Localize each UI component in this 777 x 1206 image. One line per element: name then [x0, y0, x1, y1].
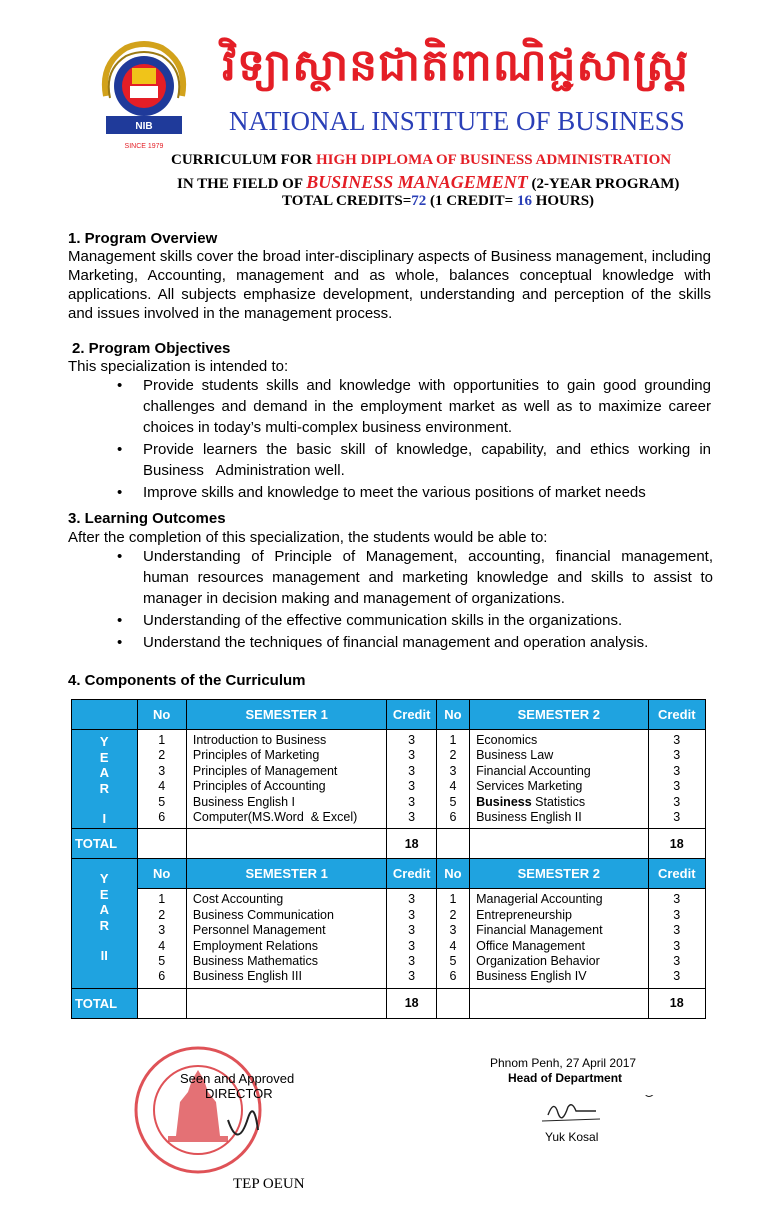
year-numeral: I — [102, 811, 107, 826]
objectives-list — [117, 375, 716, 504]
course-name: Computer(MS.Word & Excel) — [192, 810, 358, 825]
table-header-row — [72, 859, 706, 889]
course-name: Cost Accounting — [192, 892, 284, 907]
year-letter: R — [99, 917, 109, 933]
course-name: Personnel Management — [192, 923, 326, 938]
course-credit: 3 — [408, 810, 416, 825]
total-blank — [436, 988, 469, 1018]
course-credit: 3 — [673, 779, 681, 794]
section1-heading: 1. Program Overview — [68, 230, 218, 247]
row-number: 3 — [158, 923, 166, 938]
section3-intro: After the completion of this specialization, the students would be able to: — [68, 529, 548, 546]
year-letter: E — [99, 749, 109, 765]
head-name: Yuk Kosal — [545, 1130, 599, 1144]
row-number: 2 — [158, 907, 166, 922]
total-blank — [186, 988, 387, 1018]
row-number: 6 — [158, 810, 166, 825]
head-signature — [540, 1095, 670, 1134]
year-spacer — [75, 933, 134, 948]
year2-numbers — [137, 889, 186, 988]
header-semester2: SEMESTER 2 — [470, 700, 648, 730]
course-name: Business Law — [476, 748, 554, 763]
nib-logo — [96, 36, 192, 156]
course-credit: 3 — [673, 794, 681, 809]
list-item: • Improve skills and knowledge to meet the various positions of market needs — [117, 484, 646, 501]
course-credit: 3 — [408, 923, 416, 938]
year2-semester1-courses — [186, 889, 387, 988]
section1-text: Management skills cover the broad inter-disciplinary aspects of Business management, including Marketing, Accounting, management and as whole, balances conceptual knowledge with applications. All subjects emphasize development, understanding and perception of the skills and issues involved in the management process. — [68, 248, 711, 322]
row-number: 5 — [449, 794, 457, 809]
line1-prefix: CURRICULUM FOR — [171, 152, 316, 168]
year1-semester2-courses — [470, 730, 648, 829]
header-no2: No — [436, 700, 469, 730]
line2-suffix: (2-YEAR PROGRAM) — [527, 176, 680, 192]
curriculum-table — [71, 699, 706, 1019]
course-name: Financial Management — [476, 923, 603, 938]
year-letter: Y — [99, 871, 109, 887]
year1-semester2-total: 18 — [648, 829, 706, 859]
course-credit: 3 — [408, 938, 416, 953]
course-bold-prefix: Business — [476, 794, 536, 809]
course-name: Business English IV — [476, 969, 587, 984]
year1-semester2-credits — [648, 730, 706, 829]
director-title: DIRECTOR — [205, 1086, 273, 1101]
course-credit: 3 — [673, 810, 681, 825]
row-number: 1 — [449, 733, 457, 747]
header-semester2: SEMESTER 2 — [470, 859, 648, 889]
year1-semester1-total: 18 — [387, 829, 436, 859]
year1-semester2-numbers — [436, 730, 469, 829]
khmer-institute-title: វិទ្យាស្ថានជាតិពាណិជ្ជសាស្ត្រ — [222, 41, 690, 90]
course-name: Business English II — [476, 810, 582, 825]
course-credit: 3 — [673, 892, 681, 907]
list-item: • Understand the techniques of financial management and operation analysis. — [117, 634, 649, 651]
english-institute-title: NATIONAL INSTITUTE OF BUSINESS — [229, 106, 685, 136]
course-credit: 3 — [673, 733, 681, 747]
header-credit1: Credit — [387, 700, 436, 730]
course-name: Services Marketing — [476, 779, 583, 794]
course-name — [476, 795, 641, 810]
course-name: Business English III — [192, 969, 302, 984]
line2-field: BUSINESS MANAGEMENT — [306, 172, 528, 192]
year-label — [72, 859, 138, 988]
year1-numbers — [137, 730, 186, 829]
year2-semester1-total: 18 — [387, 988, 436, 1018]
header-credit2: Credit — [648, 700, 706, 730]
course-credit: 3 — [408, 969, 416, 984]
outcomes-list — [117, 546, 713, 654]
head-of-department: Head of Department — [508, 1071, 623, 1085]
list-item: • Provide students skills and knowledge with opportunities to gain good grounding challenges and demand in the employment market as well as to maximize career choices in today’s multi-complex business environment. — [117, 377, 711, 436]
section2-intro: This specialization is intended to: — [68, 358, 289, 375]
row-number: 6 — [449, 810, 457, 825]
total-blank — [137, 829, 186, 859]
row-number: 4 — [158, 779, 166, 794]
course-name: Economics — [476, 733, 538, 747]
total-label: TOTAL — [72, 829, 138, 859]
place-and-date: Phnom Penh, 27 April 2017 — [490, 1056, 637, 1070]
course-name: Principles of Accounting — [192, 779, 326, 794]
bullet-text: Provide learners the basic skill of knowledge, capability, and ethics working in Business Administration well. — [143, 441, 716, 479]
year-letter: R — [99, 780, 109, 796]
row-number: 6 — [158, 969, 166, 984]
course-credit: 3 — [673, 907, 681, 922]
row-number: 2 — [449, 907, 457, 922]
row-number: 1 — [449, 892, 457, 907]
course-credit: 3 — [673, 938, 681, 953]
course-name: Business English I — [192, 794, 296, 809]
year-label — [72, 730, 138, 829]
curriculum-line-2 — [177, 172, 679, 193]
bullet-text: Provide students skills and knowledge with opportunities to gain good grounding challenges and demand in the employment market as well as to maximize career choices in today’s multi-complex business environment. — [143, 377, 711, 436]
course-name: Entrepreneurship — [476, 907, 572, 922]
course-name: Principles of Management — [192, 763, 338, 778]
credit-hours: 16 — [516, 193, 532, 209]
hours-label: HOURS) — [531, 193, 595, 209]
seen-and-approved: Seen and Approved — [180, 1071, 295, 1086]
list-item: • Provide learners the basic skill of knowledge, capability, and ethics working in Business Administration well. — [117, 441, 716, 479]
row-number: 3 — [449, 763, 457, 778]
course-name: Employment Relations — [192, 938, 318, 953]
header-credit1: Credit — [387, 859, 436, 889]
header-no2: No — [436, 859, 469, 889]
year-letter: A — [99, 765, 109, 780]
year2-semester1-credits — [387, 889, 436, 988]
line1-program: HIGH DIPLOMA OF BUSINESS ADMINISTRATION — [316, 152, 672, 168]
header-semester1: SEMESTER 1 — [186, 859, 387, 889]
row-number: 2 — [449, 748, 457, 763]
total-blank — [470, 988, 648, 1018]
year-letter: E — [99, 886, 109, 902]
course-credit: 3 — [673, 763, 681, 778]
row-number: 5 — [158, 954, 166, 969]
row-number: 2 — [158, 748, 166, 763]
total-blank — [137, 988, 186, 1018]
curriculum-line-3 — [282, 193, 594, 210]
list-item: • Understanding of Principle of Management, accounting, financial management, human resources management and marketing knowledge and skills to assist to manager in decision making and management of organizations. — [117, 548, 713, 607]
total-blank — [186, 829, 387, 859]
course-name: Principles of Marketing — [192, 748, 320, 763]
course-name: Business Communication — [192, 907, 334, 922]
row-number: 3 — [158, 763, 166, 778]
course-name-rest: Statistics — [535, 794, 586, 809]
year-letter: Y — [99, 734, 109, 749]
row-number: 5 — [158, 794, 166, 809]
total-blank — [470, 829, 648, 859]
row-number: 3 — [449, 923, 457, 938]
total-blank — [436, 829, 469, 859]
row-number: 5 — [449, 954, 457, 969]
row-number: 1 — [158, 892, 166, 907]
course-name: Organization Behavior — [476, 954, 600, 969]
total-label: TOTAL — [72, 988, 138, 1018]
year1-semester1-credits — [387, 730, 436, 829]
year-letter: A — [99, 902, 109, 918]
course-credit: 3 — [673, 969, 681, 984]
line2-prefix: IN THE FIELD OF — [177, 176, 307, 192]
year-spacer — [75, 796, 134, 811]
list-item: • Understanding of the effective communication skills in the organizations. — [117, 612, 623, 629]
table-header-row — [72, 700, 706, 730]
section3-heading: 3. Learning Outcomes — [68, 510, 226, 527]
course-name: Introduction to Business — [192, 733, 327, 747]
svg-text:SINCE 1979: SINCE 1979 — [124, 143, 164, 150]
course-credit: 3 — [408, 779, 416, 794]
bullet-text: Understanding of the effective communication skills in the organizations. — [143, 612, 623, 629]
year-numeral: II — [100, 948, 108, 964]
svg-text:NIB: NIB — [135, 121, 153, 132]
course-credit: 3 — [673, 923, 681, 938]
header-blank — [72, 700, 138, 730]
bullet-text: Understanding of Principle of Management, accounting, financial management, human resources management and marketing knowledge and skills to assist to manager in decision making and management of organizations. — [143, 548, 713, 607]
credits-total: 72 — [411, 193, 427, 209]
bullet-text: Understand the techniques of financial management and operation analysis. — [143, 634, 649, 651]
course-name: Office Management — [476, 938, 585, 953]
course-credit: 3 — [408, 892, 416, 907]
course-name: Managerial Accounting — [476, 892, 603, 907]
section4-heading: 4. Components of the Curriculum — [68, 672, 306, 689]
year2-semester2-courses — [470, 889, 648, 988]
official-seal-stamp — [128, 1040, 288, 1188]
course-credit: 3 — [408, 954, 416, 969]
table-row — [72, 889, 706, 988]
director-name: TEP OEUN — [233, 1176, 305, 1192]
course-credit: 3 — [408, 763, 416, 778]
year2-semester2-numbers — [436, 889, 469, 988]
row-number: 6 — [449, 969, 457, 984]
course-name: Financial Accounting — [476, 763, 591, 778]
section2-heading: 2. Program Objectives — [72, 340, 231, 357]
course-credit: 3 — [673, 954, 681, 969]
course-credit: 3 — [408, 748, 416, 763]
table-row — [72, 730, 706, 829]
header-no: No — [137, 859, 186, 889]
year2-semester2-credits — [648, 889, 706, 988]
row-number: 4 — [449, 779, 457, 794]
course-credit: 3 — [408, 733, 416, 747]
row-number: 1 — [158, 733, 166, 747]
year2-semester2-total: 18 — [648, 988, 706, 1018]
course-name: Business Mathematics — [192, 954, 318, 969]
course-credit: 3 — [408, 907, 416, 922]
course-credit: 3 — [408, 794, 416, 809]
header-semester1: SEMESTER 1 — [186, 700, 387, 730]
row-number: 4 — [158, 938, 166, 953]
bullet-text: Improve skills and knowledge to meet the various positions of market needs — [143, 484, 646, 501]
course-credit: 3 — [673, 748, 681, 763]
table-total-row — [72, 988, 706, 1018]
credits-label: TOTAL CREDITS= — [282, 193, 412, 209]
curriculum-line-1 — [171, 152, 671, 169]
year1-semester1-courses — [186, 730, 387, 829]
header-credit2: Credit — [648, 859, 706, 889]
row-number: 4 — [449, 938, 457, 953]
header-no: No — [137, 700, 186, 730]
table-total-row — [72, 829, 706, 859]
credit-def: (1 CREDIT= — [426, 193, 517, 209]
